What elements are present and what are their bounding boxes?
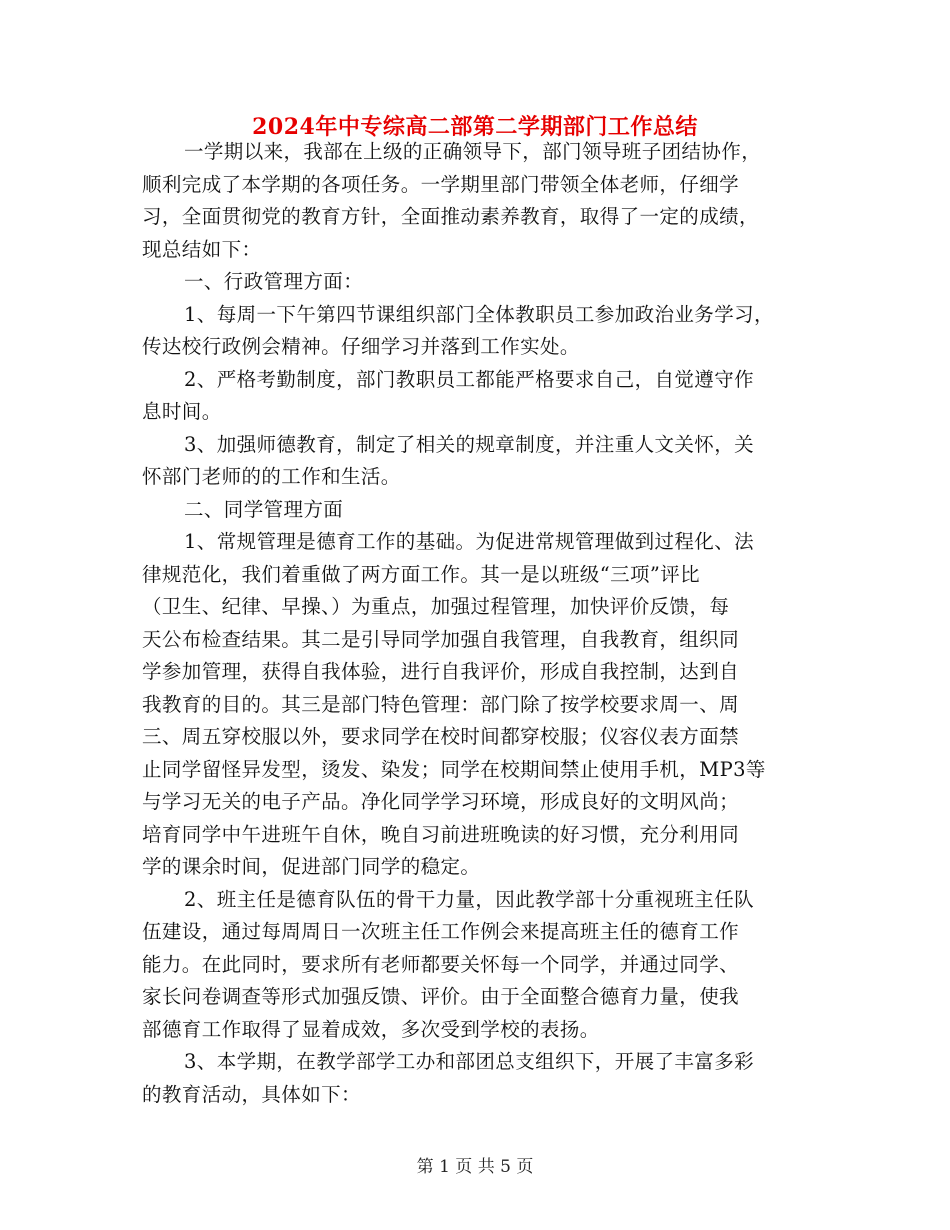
text-line: 家长问卷调查等形式加强反馈、评价。由于全面整合德育力量，使我	[142, 985, 740, 1008]
text-line: 息时间。	[142, 400, 222, 423]
text-line: 2、严格考勤制度，部门教职员工都能严格要求自己，自觉遵守作	[184, 367, 755, 391]
text-line: 律规范化，我们着重做了两方面工作。其一是以班级“三项”评比	[142, 562, 701, 586]
text-line: 能力。在此同时，要求所有老师都要关怀每一个同学，并通过同学、	[142, 952, 740, 976]
text-line: 学参加管理，获得自我体验，进行自我评价，形成自我控制，达到自	[142, 660, 740, 683]
document-body	[142, 136, 812, 1111]
text-line: 3、本学期，在教学部学工办和部团总支组织下，开展了丰富多彩	[184, 1050, 755, 1073]
text-line: 顺利完成了本学期的各项任务。一学期里部门带领全体老师，仔细学	[142, 172, 740, 196]
text-line: 二、同学管理方面	[184, 497, 344, 521]
text-line: 学的课余时间，促进部门同学的稳定。	[142, 855, 481, 878]
text-line: 现总结如下：	[142, 237, 262, 261]
text-line: 1、每周一下午第四节课组织部门全体教职员工参加政治业务学习，	[184, 302, 774, 326]
document-title: 2024年中专综高二部第二学期部门工作总结	[252, 114, 698, 140]
text-line: 2、班主任是德育队伍的骨干力量，因此教学部十分重视班主任队	[184, 887, 755, 911]
text-line: 与学习无关的电子产品。净化同学学习环境，形成良好的文明风尚；	[142, 790, 740, 813]
text-line: 传达校行政例会精神。仔细学习并落到工作实处。	[142, 335, 580, 358]
text-line: 怀部门老师的的工作和生活。	[142, 465, 401, 488]
text-line: 培育同学中午进班午自休，晚自习前进班晚读的好习惯，充分利用同	[142, 822, 740, 846]
text-line: 部德育工作取得了显着成效，多次受到学校的表扬。	[142, 1017, 600, 1041]
text-line: 一、行政管理方面：	[184, 270, 364, 293]
text-line: 3、加强师德教育，制定了相关的规章制度，并注重人文关怀，关	[184, 432, 755, 456]
text-line: 1、常规管理是德育工作的基础。为促进常规管理做到过程化、法	[184, 530, 755, 553]
page-footer: 第 1 页 共 5 页	[416, 1157, 534, 1177]
text-line: 止同学留怪异发型，烫发、染发；同学在校期间禁止使用手机，MP3等	[142, 757, 766, 781]
text-line: 伍建设，通过每周周日一次班主任工作例会来提高班主任的德育工作	[142, 920, 740, 943]
text-line: 天公布检查结果。其二是引导同学加强自我管理，自我教育，组织同	[142, 627, 740, 651]
text-line: （卫生、纪律、早操、）为重点，加强过程管理，加快评价反馈，每	[142, 595, 730, 618]
text-line: 我教育的目的。其三是部门特色管理：部门除了按学校要求周一、周	[142, 692, 740, 716]
text-line: 习，全面贯彻党的教育方针，全面推动素养教育，取得了一定的成绩，	[142, 205, 759, 228]
text-line: 一学期以来，我部在上级的正确领导下，部门领导班子团结协作，	[184, 140, 762, 163]
text-line: 的教育活动，具体如下：	[142, 1082, 361, 1106]
text-line: 三、周五穿校服以外，要求同学在校时间都穿校服；仪容仪表方面禁	[142, 725, 740, 748]
